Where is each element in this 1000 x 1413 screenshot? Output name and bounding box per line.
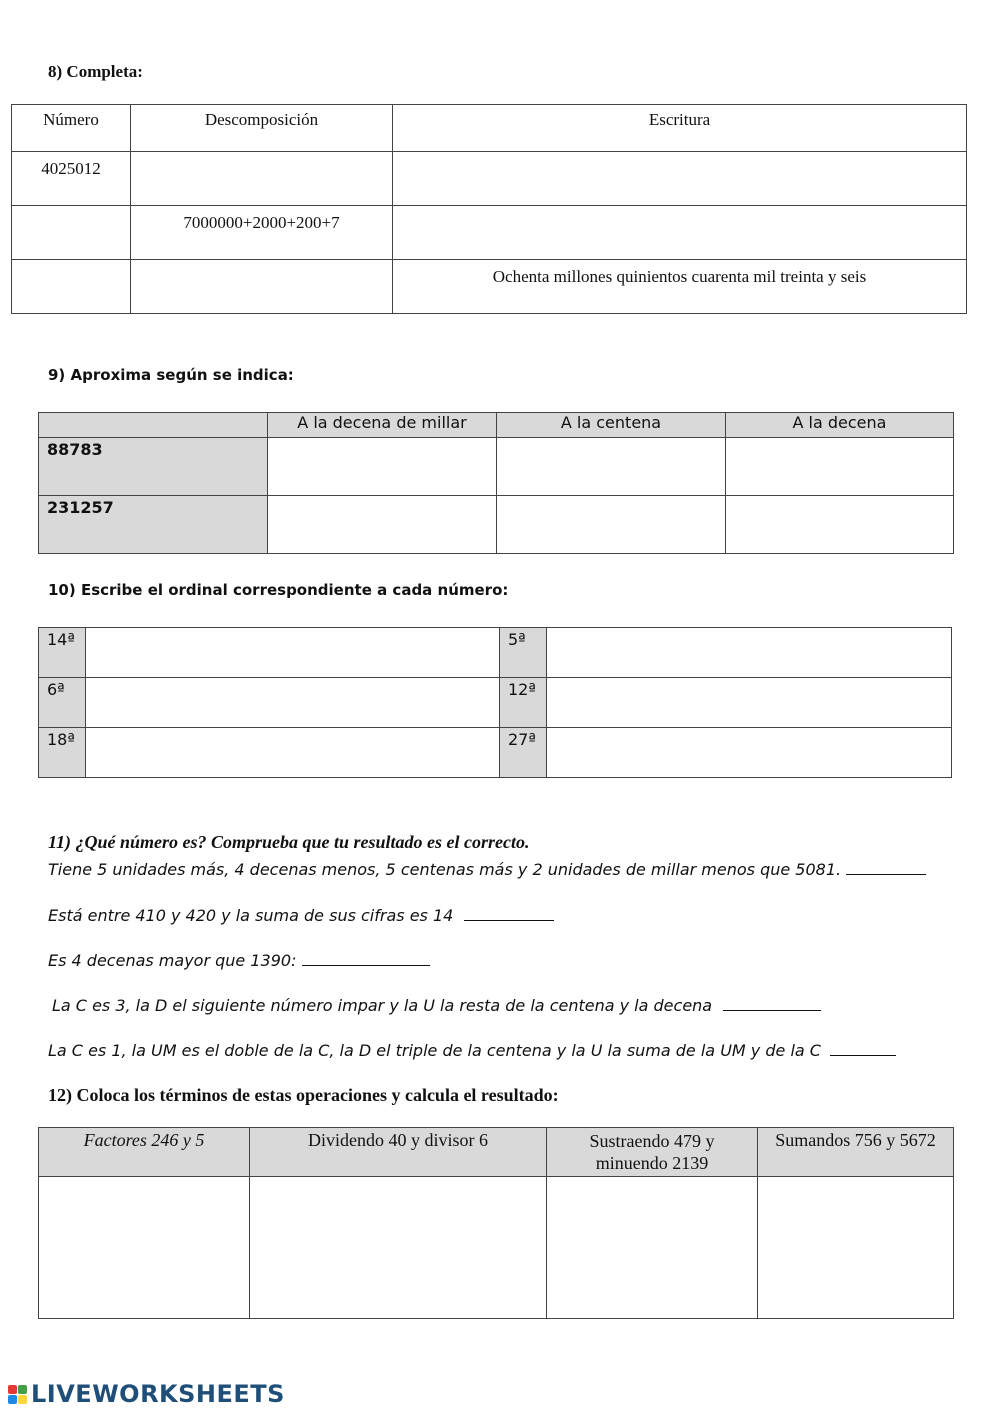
q11-answer-blank[interactable] (723, 996, 821, 1011)
q10-input[interactable] (547, 628, 952, 678)
q8-input-escritura[interactable] (393, 152, 967, 206)
q11-line-3 (48, 951, 430, 970)
q11-answer-blank[interactable] (302, 951, 430, 966)
q10-title: 10) Escribe el ordinal correspondiente a cada número: (48, 581, 509, 599)
q12-work-area[interactable] (758, 1177, 954, 1319)
q10-table (38, 627, 952, 778)
q11-line-1 (48, 860, 926, 879)
q10-ordinal-label: 6ª (39, 678, 86, 728)
q11-line-text: Está entre 410 y 420 y la suma de sus cifras es 14 (48, 906, 454, 925)
q12-header-dividendo: Dividendo 40 y divisor 6 (250, 1128, 547, 1177)
q8-title: 8) Completa: (48, 62, 143, 81)
q10-input[interactable] (86, 728, 500, 778)
q11-title: 11) ¿Qué número es? Comprueba que tu resultado es el correcto. (48, 832, 530, 852)
q12-work-area[interactable] (547, 1177, 758, 1319)
logo-block (8, 1385, 17, 1394)
q12-title: 12) Coloca los términos de estas operaciones y calcula el resultado: (48, 1085, 559, 1105)
q12-header-sumandos: Sumandos 756 y 5672 (758, 1128, 954, 1177)
q8-header-numero: Número (12, 105, 131, 152)
q8-input-escritura[interactable] (393, 206, 967, 260)
q9-input[interactable] (726, 496, 954, 554)
q9-table (38, 412, 954, 554)
q11-line-text: Tiene 5 unidades más, 4 decenas menos, 5 centenas más y 2 unidades de millar menos que 5081. (48, 860, 842, 879)
logo-text: LIVEWORKSHEETS (31, 1380, 285, 1408)
q9-title: 9) Aproxima según se indica: (48, 366, 294, 384)
logo-blocks-icon (8, 1385, 27, 1404)
q8-header-escritura: Escritura (393, 105, 967, 152)
q10-input[interactable] (86, 678, 500, 728)
q9-row-label: 88783 (39, 438, 268, 496)
q9-input[interactable] (268, 438, 497, 496)
q9-header-decena-millar: A la decena de millar (268, 413, 497, 438)
q9-row-label: 231257 (39, 496, 268, 554)
logo-block (18, 1395, 27, 1404)
q11-answer-blank[interactable] (846, 860, 926, 875)
q10-ordinal-label: 12ª (500, 678, 547, 728)
q10-ordinal-label: 18ª (39, 728, 86, 778)
q10-ordinal-label: 5ª (500, 628, 547, 678)
q11-line-text: La C es 3, la D el siguiente número impar y la U la resta de la centena y la decena (52, 996, 713, 1015)
q8-table (11, 104, 967, 314)
q8-input-numero[interactable] (12, 206, 131, 260)
q11-line-5 (48, 1041, 896, 1060)
q8-input-numero[interactable] (12, 260, 131, 314)
logo-block (8, 1395, 17, 1404)
q9-input[interactable] (497, 496, 726, 554)
q8-header-descomposicion: Descomposición (131, 105, 393, 152)
q8-cell-escritura: Ochenta millones quinientos cuarenta mil treinta y seis (393, 260, 967, 314)
q10-ordinal-label: 14ª (39, 628, 86, 678)
q10-input[interactable] (547, 728, 952, 778)
q10-input[interactable] (86, 628, 500, 678)
q9-input[interactable] (268, 496, 497, 554)
q11-line-text: Es 4 decenas mayor que 1390: (48, 951, 297, 970)
q12-header-sustraendo: Sustraendo 479 y minuendo 2139 (547, 1128, 758, 1177)
q12-header-factores: Factores 246 y 5 (39, 1128, 250, 1177)
q12-table (38, 1127, 954, 1319)
logo-block (18, 1385, 27, 1394)
q10-ordinal-label: 27ª (500, 728, 547, 778)
q11-answer-blank[interactable] (830, 1041, 896, 1056)
q11-line-2 (48, 906, 554, 925)
q9-header-decena: A la decena (726, 413, 954, 438)
q8-cell-descomposicion: 7000000+2000+200+7 (131, 206, 393, 260)
q9-header-empty (39, 413, 268, 438)
q12-work-area[interactable] (250, 1177, 547, 1319)
q11-line-text: La C es 1, la UM es el doble de la C, la D el triple de la centena y la U la suma de la UM y de la C (48, 1041, 821, 1060)
q10-input[interactable] (547, 678, 952, 728)
q9-input[interactable] (497, 438, 726, 496)
q8-input-descomposicion[interactable] (131, 152, 393, 206)
q8-cell-numero: 4025012 (12, 152, 131, 206)
q11-answer-blank[interactable] (464, 906, 554, 921)
q9-input[interactable] (726, 438, 954, 496)
q12-work-area[interactable] (39, 1177, 250, 1319)
liveworksheets-logo (8, 1380, 285, 1408)
q8-input-descomposicion[interactable] (131, 260, 393, 314)
q11-line-4 (52, 996, 821, 1015)
q9-header-centena: A la centena (497, 413, 726, 438)
